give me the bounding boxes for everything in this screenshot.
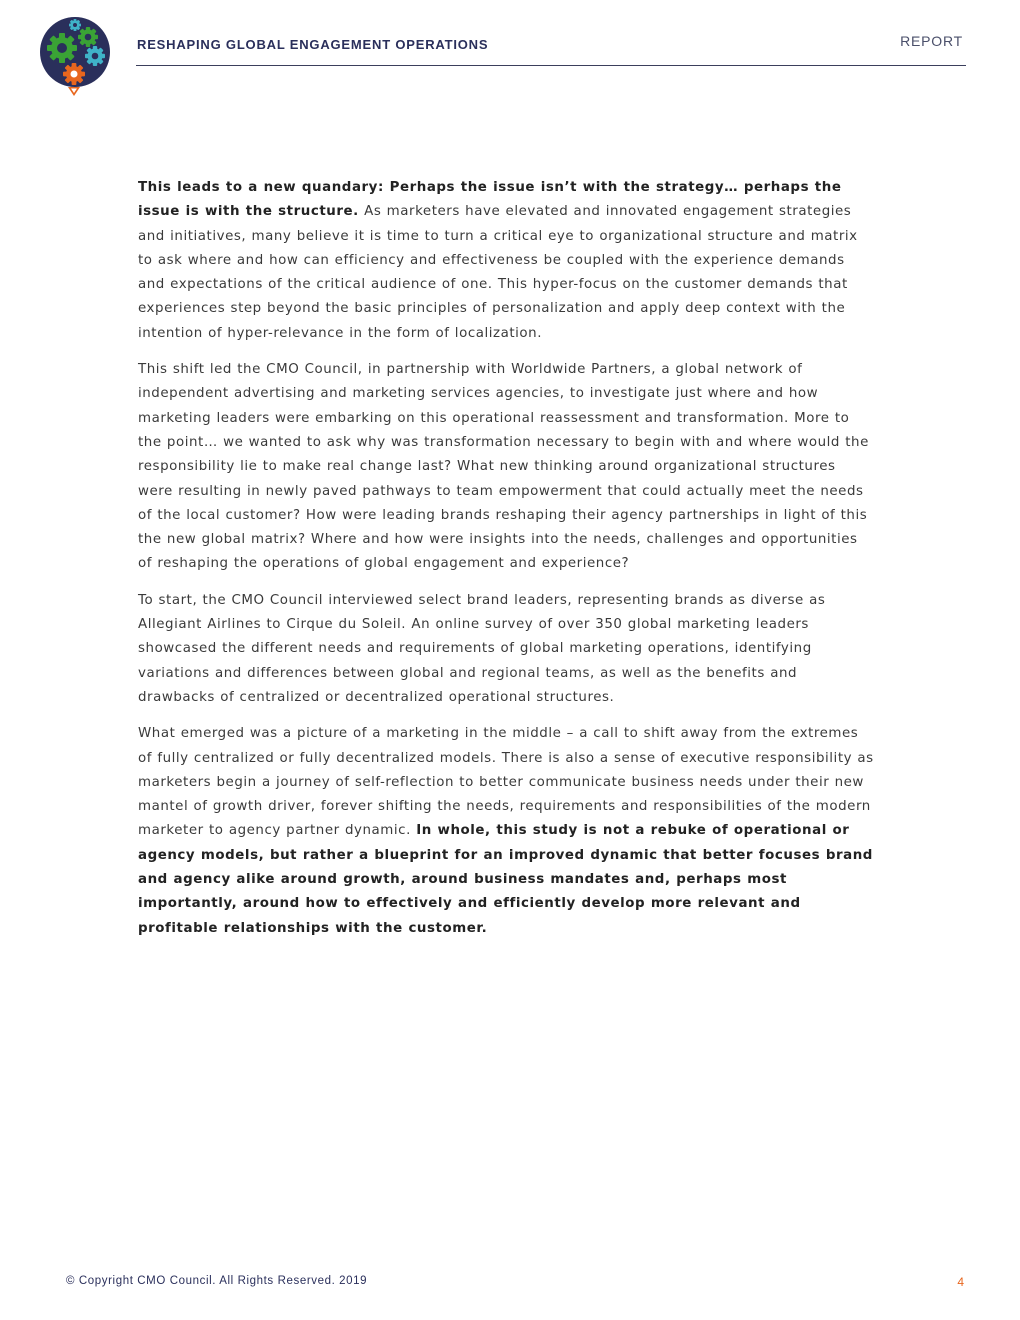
paragraph-4-text: What emerged was a picture of a marketing in the middle – a call to shift away from the extremes of fully centralized or fully decentralized models. There is also a sense of executive responsibility as marketers begin a journey of self-reflection to better communicate business needs under their new mantel of growth driver, forever shifting the needs, requirements and responsibilities of the modern marketer to agency partner dynamic. [138,726,874,839]
gears-logo-icon [38,15,114,99]
page-number: 4 [957,1275,964,1289]
header-title: RESHAPING GLOBAL ENGAGEMENT OPERATIONS [137,37,489,52]
report-label: REPORT [900,33,963,49]
paragraph-2: This shift led the CMO Council, in partnership with Worldwide Partners, a global network of independent advertising and marketing services agencies, to investigate just where and how marketing leaders were embarking on this operational reassessment and transformation. More to the point… we wanted to ask why was transformation necessary to begin with and where would the responsibility lie to make real change last? What new thinking around organizational structures were resulting in newly paved pathways to team empowerment that could actually meet the needs of the local customer? How were leading brands reshaping their agency partnerships in light of this the new global matrix? Where and how were insights into the needs, challenges and opportunities of reshaping the operations of global engagement and experience? [138,362,869,572]
paragraph-1-text: As marketers have elevated and innovated engagement strategies and initiatives, many believe it is time to turn a critical eye to organizational structure and matrix to ask where and how can efficiency and effectiveness be coupled with the experience demands and expectations of the critical audience of one. This hyper-focus on the customer demands that experiences step beyond the basic principles of personalization and apply deep context with the intention of hyper-relevance in the form of localization. [138,204,858,341]
paragraph-3: To start, the CMO Council interviewed select brand leaders, representing brands as diverse as Allegiant Airlines to Cirque du Soleil. An online survey of over 350 global marketing leaders showcased the different needs and requirements of global marketing operations, identifying variations and differences between global and regional teams, as well as the benefits and drawbacks of centralized or decentralized operational structures. [138,592,826,705]
copyright-notice: © Copyright CMO Council. All Rights Reserved. 2019 [66,1275,368,1287]
paragraph-1 [138,176,874,346]
header-divider [136,65,966,66]
paragraph-4-conclusion: In whole, this study is not a rebuke of operational or agency models, but rather a blueprint for an improved dynamic that better focuses brand and agency alike around growth, around business mandates and, perhaps most importantly, around how to effectively and efficiently develop more relevant and profitable relationships with the customer. [138,823,873,936]
paragraph-1-lead: This leads to a new quandary: Perhaps the issue isn’t with the strategy… perhaps the issue is with the structure. [138,180,842,220]
report-body [138,176,874,953]
paragraph-4 [138,722,874,941]
